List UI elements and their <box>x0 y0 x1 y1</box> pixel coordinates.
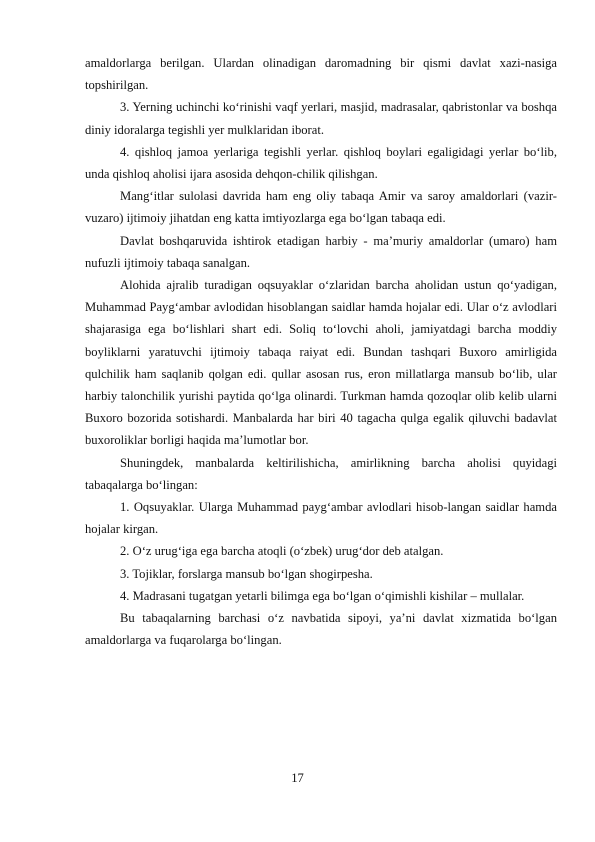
paragraph-social-strata-intro: Shuningdek, manbalarda keltirilishicha, amirlikning barcha aholisi quyidagi tabaqalarga bo‘lingan: <box>85 455 557 492</box>
paragraph-military-officials: Davlat boshqaruvida ishtirok etadigan harbiy - ma’muriy amaldorlar (umaro) ham nufuzli ijtimoiy tabaqa sanalgan. <box>85 233 557 270</box>
list-item-3: 3. Tojiklar, forslarga mansub bo‘lgan shogirpesha. <box>120 566 373 581</box>
paragraph-continuation: amaldorlarga berilgan. Ulardan olinadigan daromadning bir qismi davlat xazi-nasiga topshirilgan. <box>85 56 557 93</box>
paragraph-mangit-dynasty: Mang‘itlar sulolasi davrida ham eng oliy tabaqa Amir va saroy amaldorlari (vazir-vuzaro) ijtimoiy jihatdan eng katta imtiyozlarga ega bo‘lgan tabaqa edi. <box>85 189 557 226</box>
list-item-1: 1. Oqsuyaklar. Ularga Muhammad payg‘ambar avlodlari hisob-langan saidlar hamda hojalar kirgan. <box>85 500 557 537</box>
page-number: 17 <box>291 771 304 785</box>
paragraph-oqsuyaklar: Alohida ajralib turadigan oqsuyaklar o‘zlaridan barcha aholidan ustun qo‘yadigan, Muhammad Payg‘ambar avlodidan hisoblangan saidlar hamda hojalar edi. Ular o‘z avlodlari shajarasiga ega bo‘lishlari shart edi. Soliq to‘lovchi aholi, jamiyatdagi barcha moddiy boyliklarni yaratuvchi ijtimoiy tabaqa raiyat edi. Bundan tashqari Buxoro amirligida qulchilik ham saqlanib qolgan edi. qullar asosan rus, eron millatlarga mansub bo‘lib, ular harbiy talonchilik yurishi paytida qo‘lga olinardi. Turkman hamda qozoqlar olib kelib ularni Buxoro bozorida sotishardi. Manbalarda har biri 40 tagacha qulga egalik qiluvchi badavlat buxoroliklar borligi haqida ma’lumotlar bor. <box>85 278 557 448</box>
paragraph-village-lands: 4. qishloq jamoa yerlariga tegishli yerlar. qishloq boylari egaligidagi yerlar bo‘lib, unda qishloq aholisi ijara asosida dehqon-chilik qilishgan. <box>85 144 557 182</box>
paragraph-conclusion: Bu tabaqalarning barchasi o‘z navbatida sipoyi, ya’ni davlat xizmatida bo‘lgan amaldorlarga va fuqarolarga bo‘lingan. <box>85 611 557 648</box>
document-body <box>85 52 557 651</box>
paragraph-vaqf-lands: 3. Yerning uchinchi ko‘rinishi vaqf yerlari, masjid, madrasalar, qabristonlar va boshqa diniy idoralarga tegishli yer mulklaridan iborat. <box>85 100 557 137</box>
list-item-2: 2. O‘z urug‘iga ega barcha atoqli (o‘zbek) urug‘dor deb atalgan. <box>120 544 444 559</box>
list-item-4: 4. Madrasani tugatgan yetarli bilimga ega bo‘lgan o‘qimishli kishilar – mullalar. <box>120 588 525 603</box>
